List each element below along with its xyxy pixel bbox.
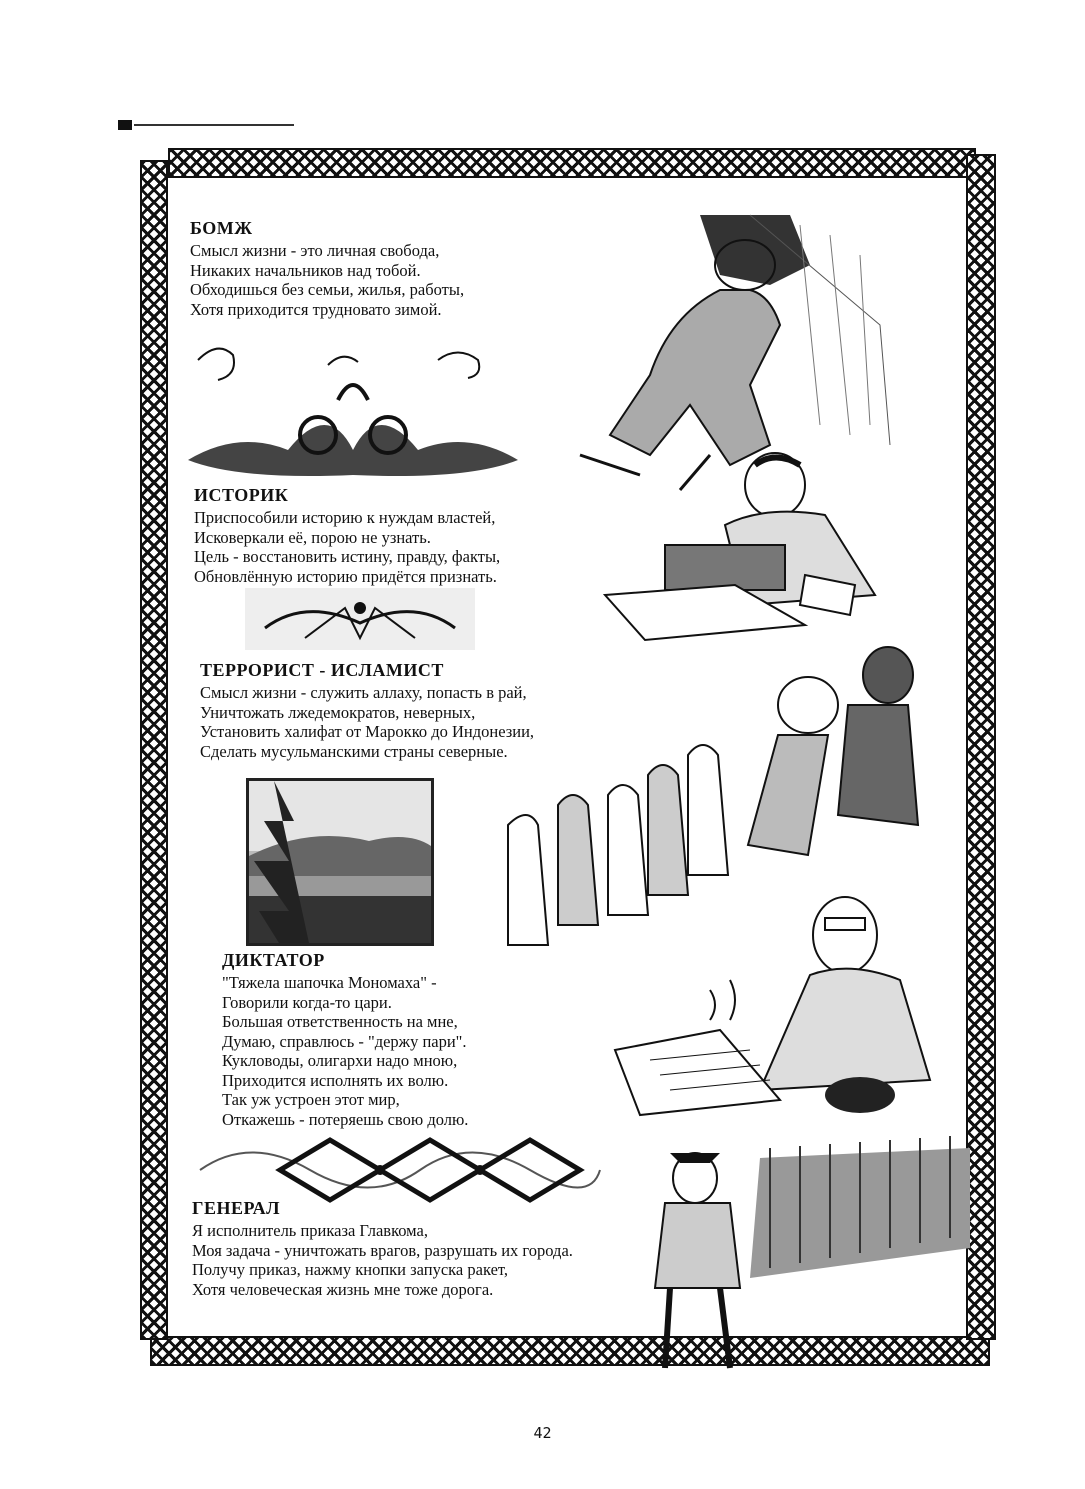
poem-line: Так уж устроен этот мир, xyxy=(222,1090,400,1109)
historian-illustration xyxy=(585,445,925,655)
general-soldiers-illustration xyxy=(640,1128,980,1378)
poem-line: Приспособили историю к нуждам властей, xyxy=(194,508,496,527)
celtic-border-left xyxy=(140,160,168,1340)
poem-line: Смысл жизни - это личная свобода, xyxy=(190,241,440,260)
small-ornament xyxy=(245,588,475,650)
section-terrorist xyxy=(200,660,534,761)
dictator-illustration xyxy=(610,880,940,1120)
poem-line: Большая ответственность на мне, xyxy=(222,1012,458,1031)
corner-mark xyxy=(118,120,132,130)
poem-line: Сделать мусульманскими страны северные. xyxy=(200,741,508,761)
ornament-flourish xyxy=(178,340,528,490)
section-istorik xyxy=(194,485,500,586)
celtic-border-top xyxy=(168,148,976,178)
section-bomzh xyxy=(190,218,464,319)
page-number: 42 xyxy=(533,1424,552,1442)
poem-line: Получу приказ, нажму кнопки запуска ракет, xyxy=(192,1260,508,1279)
poem-line: Никаких начальников над тобой. xyxy=(190,260,421,280)
section-title: ГЕНЕРАЛ xyxy=(192,1198,281,1218)
poem-line: Смысл жизни - служить аллаху, попасть в рай, xyxy=(200,683,527,702)
landscape-photo xyxy=(246,778,434,946)
section-title: ДИКТАТОР xyxy=(222,950,325,970)
poem-line: Откажешь - потеряешь свою долю. xyxy=(222,1109,469,1129)
poem-line: Хотя человеческая жизнь мне тоже дорога. xyxy=(192,1279,494,1299)
poem-line: Думаю, справлюсь - "держу пари". xyxy=(222,1031,467,1051)
poem-line: Я исполнитель приказа Главкома, xyxy=(192,1221,428,1240)
poem-line: Моя задача - уничтожать врагов, разрушать их города. xyxy=(192,1240,573,1260)
poem-line: Говорили когда-то цари. xyxy=(222,992,392,1012)
poem-line: "Тяжела шапочка Мономаха" - xyxy=(222,973,437,992)
poem-line: Обновлённую историю придётся признать. xyxy=(194,566,497,586)
poem-line: Цель - восстановить истину, правду, факты, xyxy=(194,547,501,566)
section-title: БОМЖ xyxy=(190,218,253,238)
section-general xyxy=(192,1198,573,1299)
section-title: ТЕРРОРИСТ - ИСЛАМИСТ xyxy=(200,660,444,680)
poem-line: Установить халифат от Марокко до Индонезии, xyxy=(200,722,535,741)
section-diktator xyxy=(222,950,468,1129)
poem-line: Исковеркали её, порою не узнать. xyxy=(194,527,431,547)
section-title: ИСТОРИК xyxy=(194,485,289,505)
poem-line: Хотя приходится трудновато зимой. xyxy=(190,299,442,319)
poem-line: Обходишься без семьи, жилья, работы, xyxy=(190,280,465,299)
poem-line: Уничтожать лжедемократов, неверных, xyxy=(200,702,476,722)
poem-line: Приходится исполнять их волю. xyxy=(222,1070,449,1090)
landscape-photo-image xyxy=(249,781,431,943)
top-rule xyxy=(134,124,294,126)
poem-line: Кукловоды, олигархи надо мною, xyxy=(222,1051,458,1070)
